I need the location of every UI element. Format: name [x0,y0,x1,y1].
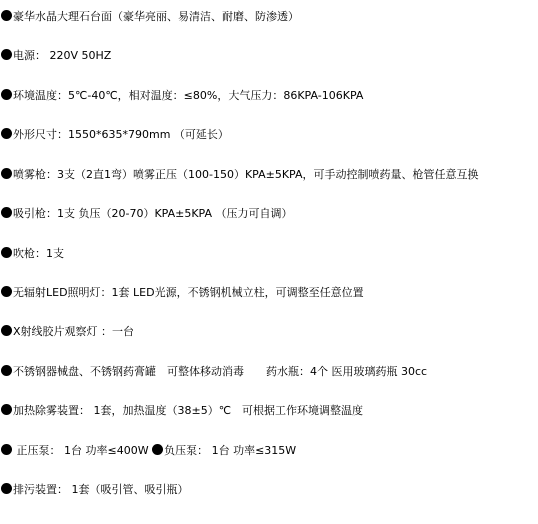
spec-text: 不锈钢器械盘、不锈钢药膏罐 可整体移动消毒 药水瓶：4个 医用玻璃药瓶 30cc [13,365,428,378]
bullet-icon [1,444,12,455]
bullet-icon [1,207,12,218]
bullet-icon [1,483,12,494]
bullet-icon [1,10,12,21]
spec-power [1,46,111,66]
spec-pumps [1,441,296,461]
spec-spray-gun [1,165,479,185]
spec-text: X射线胶片观察灯 ：一台 [13,325,135,338]
spec-text: 喷雾枪：3支（2直1弯）喷雾正压（100-150）KPA±5KPA，可手动控制喷药量、枪管任意互换 [13,168,479,181]
spec-text-negative-pump: 负压泵： 1台 功率≤315W [164,444,297,457]
bullet-icon [1,404,12,415]
spec-led-lamp [1,283,364,303]
spec-heater [1,401,363,421]
bullet-icon [1,247,12,258]
spec-text: 外形尺寸：1550*635*790mm （可延长） [13,128,229,141]
bullet-icon [1,128,12,139]
spec-trays-bottles [1,362,427,382]
spec-text-positive-pump: 正压泵： 1台 功率≤400W [13,444,149,457]
bullet-icon [152,444,163,455]
spec-text: 吹枪：1支 [13,247,64,260]
bullet-icon [1,168,12,179]
spec-countertop [1,7,299,27]
spec-environment [1,86,363,106]
spec-dimensions [1,125,229,145]
bullet-icon [1,325,12,336]
spec-blow-gun [1,244,64,264]
bullet-icon [1,49,12,60]
spec-text: 吸引枪：1支 负压（20-70）KPA±5KPA （压力可自调） [13,207,293,220]
spec-text: 豪华水晶大理石台面（豪华亮丽、易清洁、耐磨、防渗透） [13,10,299,23]
spec-text: 环境温度：5℃-40℃，相对温度：≤80%，大气压力：86KPA-106KPA [13,89,364,102]
spec-drainage [1,480,189,500]
spec-text: 电源： 220V 50HZ [13,49,112,62]
spec-suction-gun [1,204,293,224]
spec-text: 排污装置： 1套（吸引管、吸引瓶） [13,483,189,496]
bullet-icon [1,365,12,376]
spec-text: 无辐射LED照明灯：1套 LED光源，不锈钢机械立柱，可调整至任意位置 [13,286,364,299]
spec-text: 加热除雾装置： 1套，加热温度（38±5）℃ 可根据工作环境调整温度 [13,404,364,417]
spec-xray-viewer [1,322,134,342]
bullet-icon [1,286,12,297]
bullet-icon [1,89,12,100]
